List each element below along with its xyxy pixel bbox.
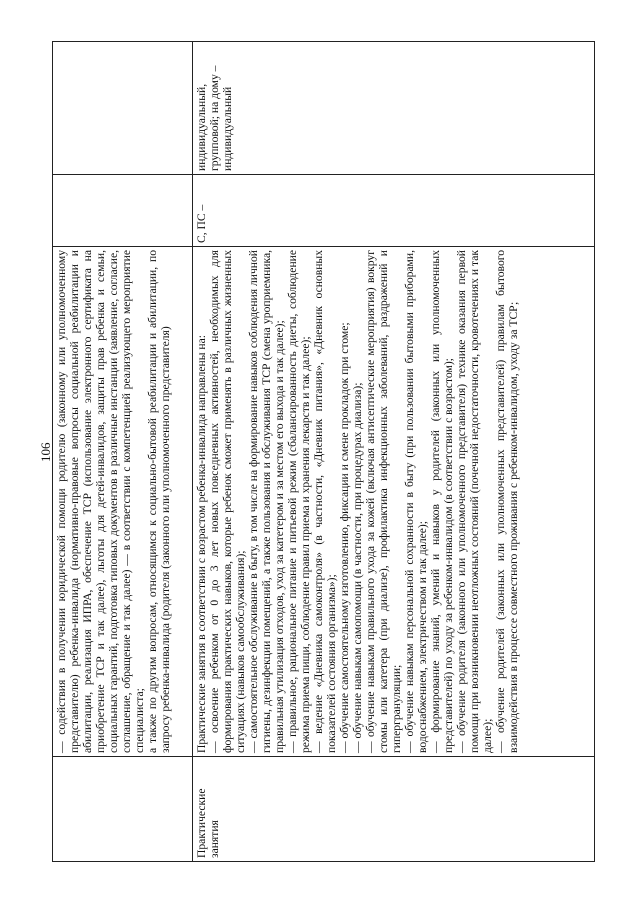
list-item: — ведение «Дневника самоконтроля» (в частности, «Дневник питания», «Дневник основных показателей состояния организма»); <box>312 250 338 753</box>
list-item: — обучение родителей (законных или уполномоченных представителей) правилам бытового взаимодействия в процессе совместного проживания с ребенком-инвалидом, уходу за ТСР; <box>494 250 520 753</box>
list-item: — обучение самостоятельному изготовлению, фиксации и смене прокладок при стоме; <box>338 322 351 753</box>
location-cell-empty <box>53 175 193 247</box>
description-cell <box>193 247 595 757</box>
page-number: 106 <box>38 442 53 462</box>
list-item: — обучение навыкам правильного ухода за кожей (включая антисептические мероприятия) вокруг стомы или катетера (при диализе), профилактика инфекционных заболеваний, раздражений и гипергрануляции; <box>364 250 403 753</box>
list-item: — обучение родителя (законного или уполномоченного представителя) технике оказания первой помощи при возникновении неотложных состояний (почечной недостаточности, кровотечениях и так далее); <box>455 250 494 753</box>
activity-cell-empty <box>53 757 193 862</box>
description-cell <box>53 247 193 757</box>
form-cell: индивидуальный, групповой; на дому – индивидуальный <box>193 42 595 175</box>
program-table <box>52 41 595 862</box>
list-item: — самостоятельное обслуживание в быту, в том числе на формирование навыков соблюдения личной гигиены, дезинфекции помещений, а также пользования и обслуживания ТСР (смена уроприемника, правильная утилизация отходов, уход за катетером и за местом его выхода и так далее); <box>247 250 286 753</box>
list-item: — правильное, рациональное питание и питьевой режим (сбалансированность диеты, соблюдение режима приема пищи, соблюдение правил приема и хранения лекарств и так далее); <box>286 250 312 753</box>
list-item: — формирование знаний, умений и навыков у родителей (законных или уполномоченных представителей) по уходу за ребенком-инвалидом (в соответствии с возрастом); <box>429 250 455 753</box>
paragraph: — содействия в получении юридической помощи родителю (законному или уполномоченному представителю) ребенка-инвалида (нормативно-правовые вопросы социальной реабилитации и абилитации, реализация ИПРА, обеспечение ТСР (использование электронного сертификата на приобретение ТСР и так далее), льготы для детей-инвалидов, защиты прав ребенка и семьи, социальных гарантий, подготовка типовых документов в различные инстанции (заявление, согласие, соглашение, обращение и так далее) — в соответствии с компетенцией реализующего мероприятие специалиста; <box>55 250 146 753</box>
rotated-page <box>38 42 594 862</box>
location-cell: С, ПС – <box>193 175 595 247</box>
list-item: — обучение навыкам персональной сохранности в быту (при пользовании бытовыми приборами, водоснабжением, электричеством и так далее); <box>403 250 429 753</box>
list-item: — обучение навыкам самопомощи (в частности, при процедурах диализа); <box>351 382 364 753</box>
activity-label: Практические занятия <box>193 757 595 862</box>
table-row <box>193 42 595 862</box>
list-item: — освоение ребенком от 0 до 3 лет новых повседневных активностей, необходимых для формирования практических навыков, которые ребенок сможет применять в различных жизненных ситуациях (навыков самообслуживания); <box>208 250 247 753</box>
form-cell-empty <box>53 42 193 175</box>
intro-text: Практические занятия в соответствии с возрастом ребенка-инвалида направлены на: <box>195 334 208 753</box>
paragraph: а также по другим вопросам, относящимся к социально-бытовой реабилитации и абилитации, по запросу ребенка-инвалида (родителя (законного или уполномоченного представителя) <box>146 250 172 753</box>
table-row <box>53 42 193 862</box>
